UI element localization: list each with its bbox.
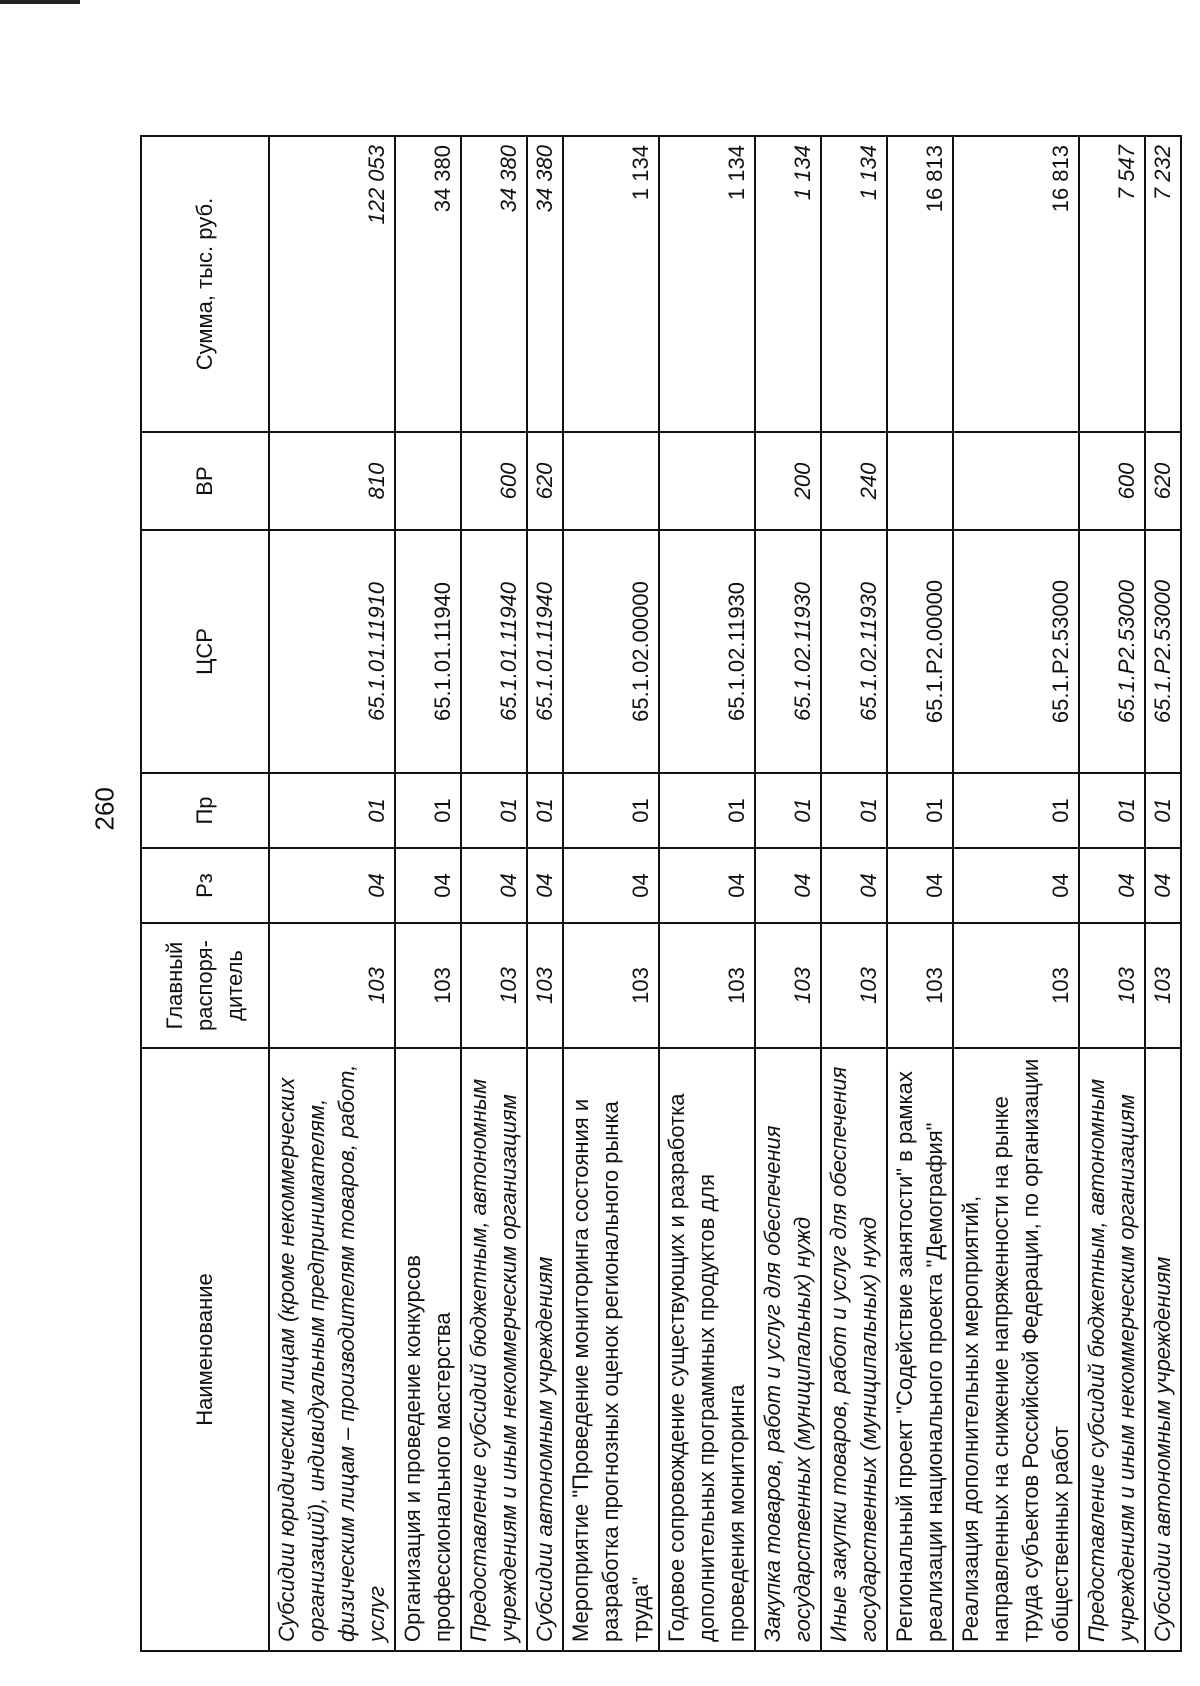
row-sum: 122 053 [269, 136, 395, 432]
table-row [527, 136, 563, 1651]
row-csr: 65.1.01.11940 [395, 530, 461, 773]
row-pr: 01 [1079, 773, 1145, 848]
row-csr: 65.1.P2.00000 [887, 530, 953, 773]
header-sum: Сумма, тыс. руб. [141, 136, 269, 432]
row-rz: 04 [755, 848, 821, 923]
row-gr: 103 [395, 923, 461, 1048]
header-name: Наименование [141, 1048, 269, 1651]
header-section: Рз [141, 848, 269, 923]
row-pr: 01 [527, 773, 563, 848]
row-vr [563, 432, 659, 530]
table-row [1145, 136, 1181, 1651]
row-csr: 65.1.01.11940 [527, 530, 563, 773]
row-sum: 1 134 [563, 136, 659, 432]
row-pr: 01 [1145, 773, 1181, 848]
row-vr: 600 [1079, 432, 1145, 530]
row-rz: 04 [953, 848, 1079, 923]
row-csr: 65.1.02.11930 [821, 530, 887, 773]
row-sum: 7 547 [1079, 136, 1145, 432]
row-vr: 200 [755, 432, 821, 530]
row-csr: 65.1.02.11930 [755, 530, 821, 773]
table-row [953, 136, 1079, 1651]
header-expense-type: ВР [141, 432, 269, 530]
row-pr: 01 [563, 773, 659, 848]
row-name: Иные закупки товаров, работ и услуг для обеспечения государственных (муниципальных) нужд [821, 1048, 887, 1651]
header-main-manager: Главный распоря-дитель [141, 923, 269, 1048]
row-csr: 65.1.P2.53000 [953, 530, 1079, 773]
row-name: Предоставление субсидий бюджетным, автономным учреждениям и иным некоммерческим организациям [461, 1048, 527, 1651]
row-gr: 103 [887, 923, 953, 1048]
row-name: Предоставление субсидий бюджетным, автономным учреждениям и иным некоммерческим организациям [1079, 1048, 1145, 1651]
row-csr: 65.1.P2.53000 [1079, 530, 1145, 773]
row-vr: 240 [821, 432, 887, 530]
row-rz: 04 [527, 848, 563, 923]
table-row [461, 136, 527, 1651]
row-csr: 65.1.P2.53000 [1145, 530, 1181, 773]
row-pr: 01 [953, 773, 1079, 848]
rotated-table-wrapper [140, 137, 1175, 1652]
header-target-article: ЦСР [141, 530, 269, 773]
header-subsection: Пр [141, 773, 269, 848]
row-sum: 7 232 [1145, 136, 1181, 432]
row-name: Субсидии автономным учреждениям [527, 1048, 563, 1651]
row-rz: 04 [461, 848, 527, 923]
row-rz: 04 [887, 848, 953, 923]
row-sum: 34 380 [395, 136, 461, 432]
table-row [563, 136, 659, 1651]
row-rz: 04 [821, 848, 887, 923]
corner-mark [0, 0, 80, 4]
row-rz: 04 [395, 848, 461, 923]
row-name: Закупка товаров, работ и услуг для обеспечения государственных (муниципальных) нужд [755, 1048, 821, 1651]
row-name: Организация и проведение конкурсов профессионального мастерства [395, 1048, 461, 1651]
table-row [755, 136, 821, 1651]
row-sum: 34 380 [527, 136, 563, 432]
row-gr: 103 [755, 923, 821, 1048]
row-gr: 103 [1079, 923, 1145, 1048]
row-sum: 1 134 [659, 136, 755, 432]
row-vr [395, 432, 461, 530]
table-row [1079, 136, 1145, 1651]
page-number: 260 [89, 787, 120, 831]
row-pr: 01 [821, 773, 887, 848]
row-vr: 620 [527, 432, 563, 530]
row-gr: 103 [461, 923, 527, 1048]
row-rz: 04 [659, 848, 755, 923]
row-name: Субсидии юридическим лицам (кроме некоммерческих организаций), индивидуальным предпринимателям, физическим лицам – производителям товаров, работ, услуг [269, 1048, 395, 1651]
row-sum: 16 813 [953, 136, 1079, 432]
row-name: Годовое сопровождение существующих и разработка дополнительных программных продуктов для проведения мониторинга [659, 1048, 755, 1651]
row-gr: 103 [953, 923, 1079, 1048]
row-vr [887, 432, 953, 530]
row-pr: 01 [659, 773, 755, 848]
budget-table [140, 135, 1182, 1652]
row-gr: 103 [821, 923, 887, 1048]
row-name: Реализация дополнительных мероприятий, направленных на снижение напряженности на рынке труда субъектов Российской Федерации, по организации общественных работ [953, 1048, 1079, 1651]
row-csr: 65.1.01.11910 [269, 530, 395, 773]
row-csr: 65.1.02.00000 [563, 530, 659, 773]
row-csr: 65.1.01.11940 [461, 530, 527, 773]
row-rz: 04 [563, 848, 659, 923]
table-row [887, 136, 953, 1651]
row-rz: 04 [1145, 848, 1181, 923]
table-row [269, 136, 395, 1651]
row-name: Мероприятие "Проведение мониторинга состояния и разработка прогнозных оценок регионального рынка труда" [563, 1048, 659, 1651]
row-vr: 600 [461, 432, 527, 530]
row-gr: 103 [659, 923, 755, 1048]
row-vr [659, 432, 755, 530]
row-gr: 103 [527, 923, 563, 1048]
row-csr: 65.1.02.11930 [659, 530, 755, 773]
row-vr: 810 [269, 432, 395, 530]
row-sum: 1 134 [821, 136, 887, 432]
row-gr: 103 [269, 923, 395, 1048]
row-pr: 01 [395, 773, 461, 848]
row-pr: 01 [269, 773, 395, 848]
row-gr: 103 [1145, 923, 1181, 1048]
row-pr: 01 [887, 773, 953, 848]
table-row [821, 136, 887, 1651]
row-vr [953, 432, 1079, 530]
row-rz: 04 [1079, 848, 1145, 923]
table-row [395, 136, 461, 1651]
row-name: Субсидии автономным учреждениям [1145, 1048, 1181, 1651]
row-sum: 16 813 [887, 136, 953, 432]
row-gr: 103 [563, 923, 659, 1048]
row-pr: 01 [755, 773, 821, 848]
row-vr: 620 [1145, 432, 1181, 530]
row-name: Региональный проект "Содействие занятости" в рамках реализации национального проекта "Демография" [887, 1048, 953, 1651]
row-rz: 04 [269, 848, 395, 923]
row-pr: 01 [461, 773, 527, 848]
row-sum: 34 380 [461, 136, 527, 432]
header-row [141, 136, 269, 1651]
row-sum: 1 134 [755, 136, 821, 432]
table-row [659, 136, 755, 1651]
